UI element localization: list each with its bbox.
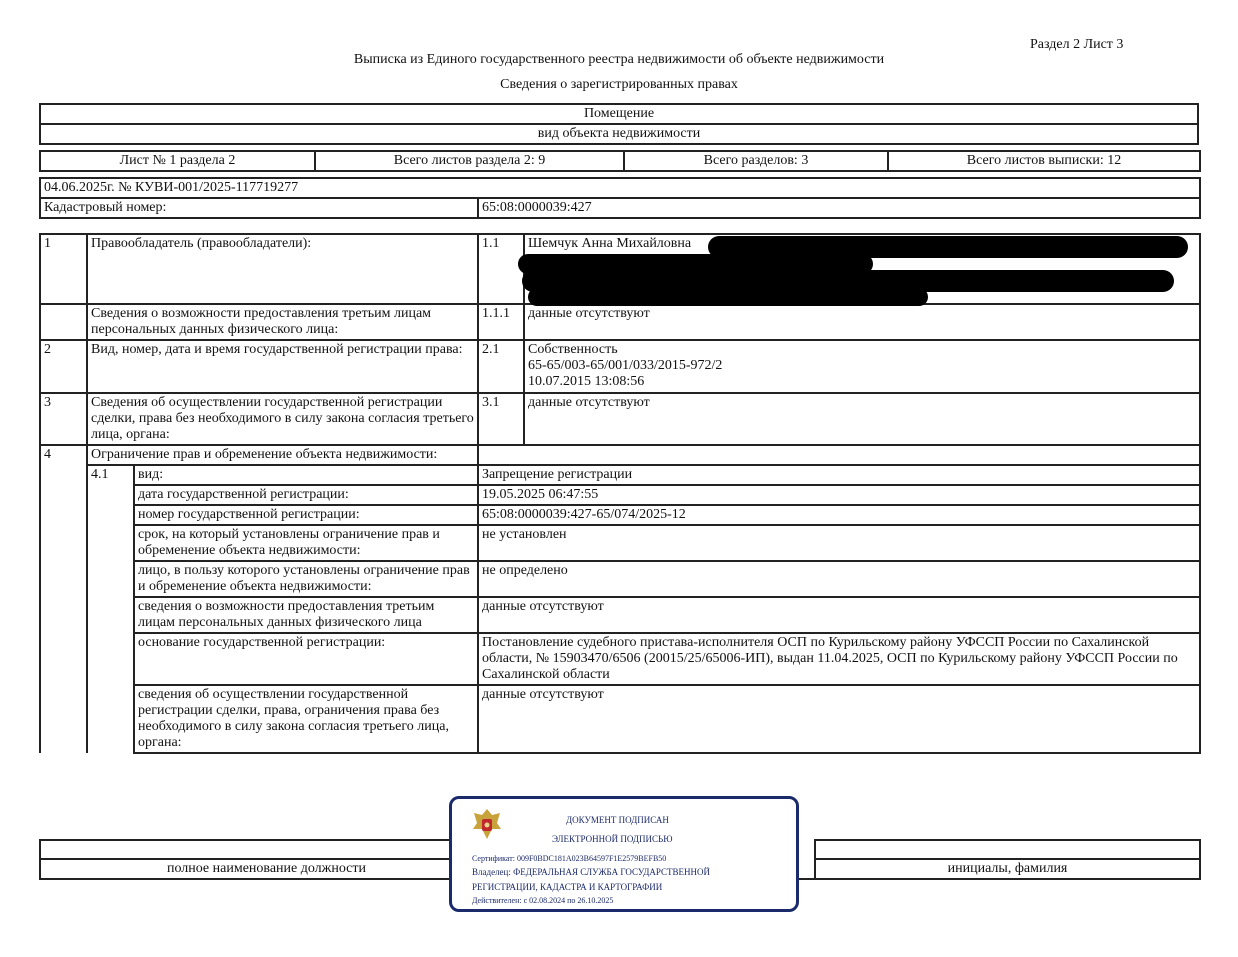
enc-value: 65:08:0000039:427-65/074/2025-12 bbox=[478, 505, 1200, 525]
row-3-sub: 3.1 bbox=[478, 393, 524, 445]
total-extract-sheets: Всего листов выписки: 12 bbox=[888, 151, 1200, 171]
document-title: Выписка из Единого государственного реестра недвижимости об объекте недвижимости bbox=[353, 52, 885, 67]
doc-number: 04.06.2025г. № КУВИ-001/2025-117719277 bbox=[40, 178, 1200, 198]
object-type-caption: вид объекта недвижимости bbox=[40, 124, 1198, 144]
cadastral-label: Кадастровый номер: bbox=[40, 198, 478, 218]
e-signature-stamp bbox=[449, 796, 799, 912]
row-2-num: 2 bbox=[40, 340, 87, 393]
enc-value: Запрещение регистрации bbox=[478, 465, 1200, 485]
section-sheet-label: Раздел 2 Лист 3 bbox=[1030, 37, 1124, 52]
enc-label: сведения о возможности предоставления третьим лицам персональных данных физического лица bbox=[134, 597, 478, 633]
document-subtitle: Сведения о зарегистрированных правах bbox=[500, 77, 738, 92]
enc-value: не определено bbox=[478, 561, 1200, 597]
coat-of-arms-icon bbox=[470, 805, 504, 843]
stamp-line-1: ДОКУМЕНТ ПОДПИСАН bbox=[566, 815, 669, 825]
row-1-value: Шемчук Анна Михайловна bbox=[524, 234, 1200, 304]
row-4-label: Ограничение прав и обременение объекта недвижимости: bbox=[87, 445, 478, 465]
enc-label: номер государственной регистрации: bbox=[134, 505, 478, 525]
stamp-owner-1: Владелец: ФЕДЕРАЛЬНАЯ СЛУЖБА ГОСУДАРСТВЕННОЙ bbox=[472, 867, 711, 877]
doc-info-table bbox=[39, 177, 1201, 219]
sheets-table bbox=[39, 150, 1201, 172]
enc-label: сведения об осуществлении государственной регистрации сделки, права, ограничения права без необходимого в силу закона согласия третьего лица, органа: bbox=[134, 685, 478, 753]
row-2-value bbox=[524, 340, 1200, 393]
row-2-sub: 2.1 bbox=[478, 340, 524, 393]
row-3-label: Сведения об осуществлении государственной регистрации сделки, права без необходимого в силу закона согласия третьего лица, органа: bbox=[87, 393, 478, 445]
enc-label: основание государственной регистрации: bbox=[134, 633, 478, 685]
enc-label: вид: bbox=[134, 465, 478, 485]
stamp-validity: Действителен: с 02.08.2024 по 26.10.2025 bbox=[472, 896, 614, 905]
enc-label: лицо, в пользу которого установлены ограничение прав и обременение объекта недвижимости: bbox=[134, 561, 478, 597]
enc-label: дата государственной регистрации: bbox=[134, 485, 478, 505]
stamp-owner-2: РЕГИСТРАЦИИ, КАДАСТРА И КАРТОГРАФИИ bbox=[472, 882, 663, 892]
name-caption: инициалы, фамилия bbox=[815, 859, 1200, 879]
row-2-label: Вид, номер, дата и время государственной регистрации права: bbox=[87, 340, 478, 393]
row-1-label: Правообладатель (правообладатели): bbox=[87, 234, 478, 304]
object-type: Помещение bbox=[40, 104, 1198, 124]
stamp-certificate: Сертификат: 009F0BDC181A023B64597F1E2579BEFB50 bbox=[472, 854, 667, 863]
cadastral-value: 65:08:0000039:427 bbox=[478, 198, 1200, 218]
row-1-num: 1 bbox=[40, 234, 87, 304]
row-1b-sub: 1.1.1 bbox=[478, 304, 524, 340]
object-type-table bbox=[39, 103, 1199, 145]
enc-value: данные отсутствуют bbox=[478, 597, 1200, 633]
right-type: Собственность bbox=[528, 342, 618, 357]
row-1b-value: данные отсутствуют bbox=[524, 304, 1200, 340]
right-reg-number: 65-65/003-65/001/033/2015-972/2 bbox=[528, 358, 723, 373]
right-reg-date: 10.07.2015 13:08:56 bbox=[528, 374, 645, 389]
enc-value: данные отсутствуют bbox=[478, 685, 1200, 753]
row-3-value: данные отсутствуют bbox=[524, 393, 1200, 445]
stamp-line-2: ЭЛЕКТРОННОЙ ПОДПИСЬЮ bbox=[552, 834, 673, 844]
total-section-sheets: Всего листов раздела 2: 9 bbox=[315, 151, 624, 171]
enc-value: не установлен bbox=[478, 525, 1200, 561]
sheet-number: Лист № 1 раздела 2 bbox=[40, 151, 315, 171]
enc-value: Постановление судебного пристава-исполнителя ОСП по Курильскому району УФССП России по Сахалинской области, № 15903470/6506 (20015/25/65006-ИП), выдан 11.04.2025, ОСП по Курильскому району УФССП России по Сахалинской области bbox=[478, 633, 1200, 685]
rights-table bbox=[39, 233, 1201, 754]
row-4-num: 4 bbox=[40, 445, 87, 753]
encumbrance-num: 4.1 bbox=[87, 465, 134, 753]
total-sections: Всего разделов: 3 bbox=[624, 151, 888, 171]
row-3-num: 3 bbox=[40, 393, 87, 445]
enc-value: 19.05.2025 06:47:55 bbox=[478, 485, 1200, 505]
enc-label: срок, на который установлены ограничение прав и обременение объекта недвижимости: bbox=[134, 525, 478, 561]
row-1-sub: 1.1 bbox=[478, 234, 524, 304]
row-1b-label: Сведения о возможности предоставления третьим лицам персональных данных физического лица: bbox=[87, 304, 478, 340]
redaction-mark bbox=[528, 288, 928, 306]
position-caption: полное наименование должности bbox=[40, 859, 493, 879]
